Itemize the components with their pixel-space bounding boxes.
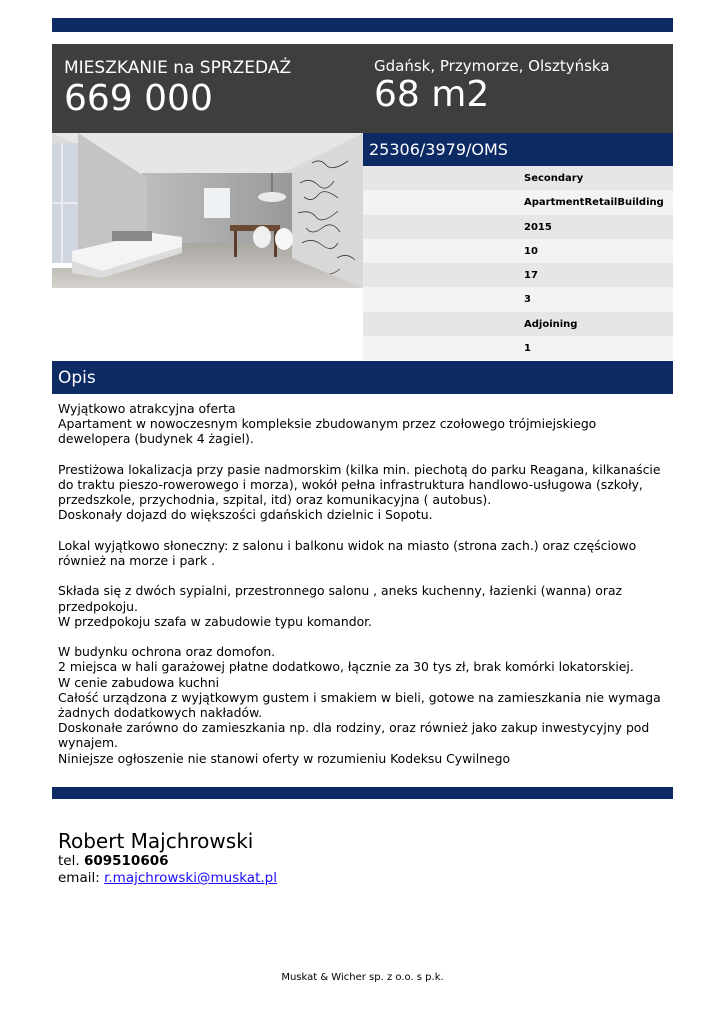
- email-label: email:: [58, 870, 100, 886]
- reference-number-bar: [363, 133, 673, 166]
- details-row: [363, 263, 673, 287]
- listing-area: 68 m2: [374, 74, 490, 115]
- bottom-accent-bar: [52, 787, 673, 799]
- agent-contact: [58, 829, 277, 887]
- agent-email-line: [58, 870, 277, 887]
- details-value: ApartmentRetailBuilding: [524, 197, 664, 209]
- listing-location: Gdańsk, Przymorze, Olsztyńska: [374, 57, 610, 75]
- listing-type: MIESZKANIE na SPRZEDAŻ: [64, 58, 292, 78]
- description-heading-bar: [52, 361, 673, 394]
- details-value: 2015: [524, 221, 552, 233]
- details-row: [363, 312, 673, 336]
- details-row: [363, 190, 673, 214]
- listing-header: [52, 44, 673, 133]
- agent-name: Robert Majchrowski: [58, 829, 254, 853]
- details-value: Adjoining: [524, 318, 578, 330]
- listing-price: 669 000: [64, 78, 213, 119]
- details-table: [363, 166, 673, 360]
- details-value: 10: [524, 245, 538, 257]
- description-heading: Opis: [58, 368, 96, 388]
- details-row: [363, 166, 673, 190]
- reference-number: 25306/3979/OMS: [369, 140, 508, 159]
- details-row: [363, 215, 673, 239]
- apartment-photo: [52, 133, 363, 288]
- agent-phone-line: [58, 853, 277, 870]
- agent-email-link[interactable]: r.majchrowski@muskat.pl: [104, 870, 277, 886]
- details-value: 1: [524, 343, 531, 355]
- agent-phone: 609510606: [83, 853, 169, 869]
- top-accent-bar: [52, 18, 673, 32]
- details-row: [363, 287, 673, 311]
- phone-label: tel.: [58, 853, 80, 869]
- details-row: [363, 336, 673, 360]
- details-value: Secondary: [524, 173, 584, 184]
- details-value: 17: [524, 270, 538, 282]
- details-value: 3: [524, 294, 531, 306]
- details-row: [363, 239, 673, 263]
- description-text: Wyjątkowo atrakcyjna oferta Apartament w nowoczesnym kompleksie zbudowanym przez czołowego trójmiejskiego dewelopera (budynek 4 żagiel). Prestiżowa lokalizacja przy pasie nadmorskim (kilka min. piechotą do parku Reagana, kilkanaście do traktu pieszo-rowerowego i morza), wokół pełna infrastruktura handlowo-usługowa (szkoły, przedszkole, przychodnia, szpital, itd) oraz komunikacyjna ( autobus). Doskonały dojazd do większości gdańskich dzielnic i Sopotu. Lokal wyjątkowo słoneczny: z salonu i balkonu widok na miasto (strona zach.) oraz częściowo również na morze i park . Składa się z dwóch sypialni, przestronnego salonu , aneks kuchenny, łazienki (wanna) oraz przedpokoju. W przedpokoju szafa w zabudowie typu komandor. W budynku ochrona oraz domofon. 2 miejsca w hali garażowej płatne dodatkowo, łącznie za 30 tys zł, brak komórki lokatorskiej. W cenie zabudowa kuchni Całość urządzona z wyjątkowym gustem i smakiem w bieli, gotowe na zamieszkania nie wymaga żadnych dodatkowych nakładów. Doskonałe zarówno do zamieszkania np. dla rodziny, oraz również jako zakup inwestycyjny pod wynajem. Niniejsze ogłoszenie nie stanowi oferty w rozumieniu Kodeksu Cywilnego: [58, 401, 661, 766]
- footer-company: Muskat & Wicher sp. z o.o. s p.k.: [281, 972, 444, 983]
